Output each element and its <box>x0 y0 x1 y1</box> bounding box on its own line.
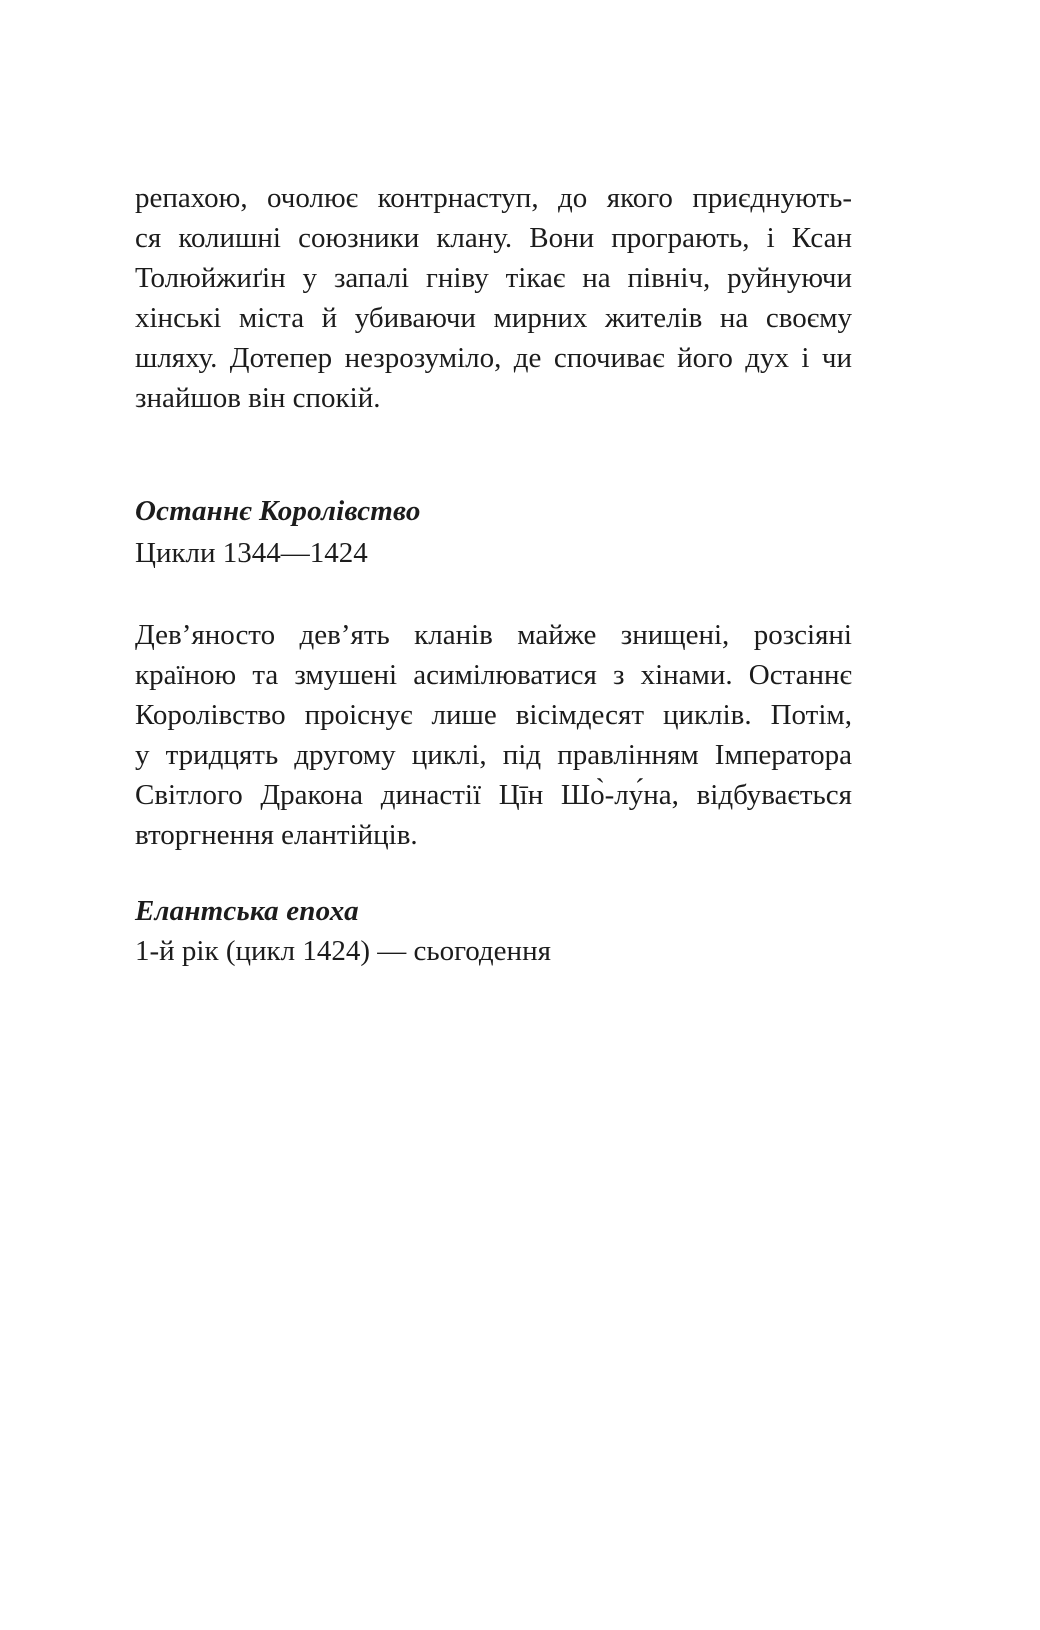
paragraph-line: у тридцять другому циклі, під правлінням Імператора <box>135 739 852 771</box>
era-cycles-last-kingdom: Цикли 1344—1424 <box>135 537 368 569</box>
paragraph-line: Толюйжиґін у запалі гніву тікає на північ, руйнуючи <box>135 262 852 294</box>
era-heading-elantian: Елантська епоха <box>135 895 359 927</box>
paragraph-line: Дев’яносто дев’ять кланів майже знищені, розсіяні <box>135 619 852 651</box>
paragraph-line: Королівство проіснує лише вісімдесят циклів. Потім, <box>135 699 852 731</box>
paragraph-line: знайшов він спокій. <box>135 382 381 414</box>
paragraph-line: шляху. Дотепер незрозуміло, де спочиває його дух і чи <box>135 342 852 374</box>
paragraph-line: ся колишні союзники клану. Вони програють, і Ксан <box>135 222 852 254</box>
paragraph-line: Світлого Дракона династії Цīн Шо̀-лу́на, відбувається <box>135 779 852 811</box>
era-years-elantian: 1-й рік (цикл 1424) — сьогодення <box>135 935 551 967</box>
era-heading-last-kingdom: Останнє Королівство <box>135 495 421 527</box>
body-paragraph-1 <box>135 178 852 418</box>
paragraph-line: хінські міста й убиваючи мирних жителів на своєму <box>135 302 852 334</box>
paragraph-line: репахою, очолює контрнаступ, до якого приєднують- <box>135 182 852 214</box>
body-paragraph-2 <box>135 615 852 855</box>
paragraph-line: вторгнення елантійців. <box>135 819 418 851</box>
paragraph-line: країною та змушені асимілюватися з хінами. Останнє <box>135 659 852 691</box>
